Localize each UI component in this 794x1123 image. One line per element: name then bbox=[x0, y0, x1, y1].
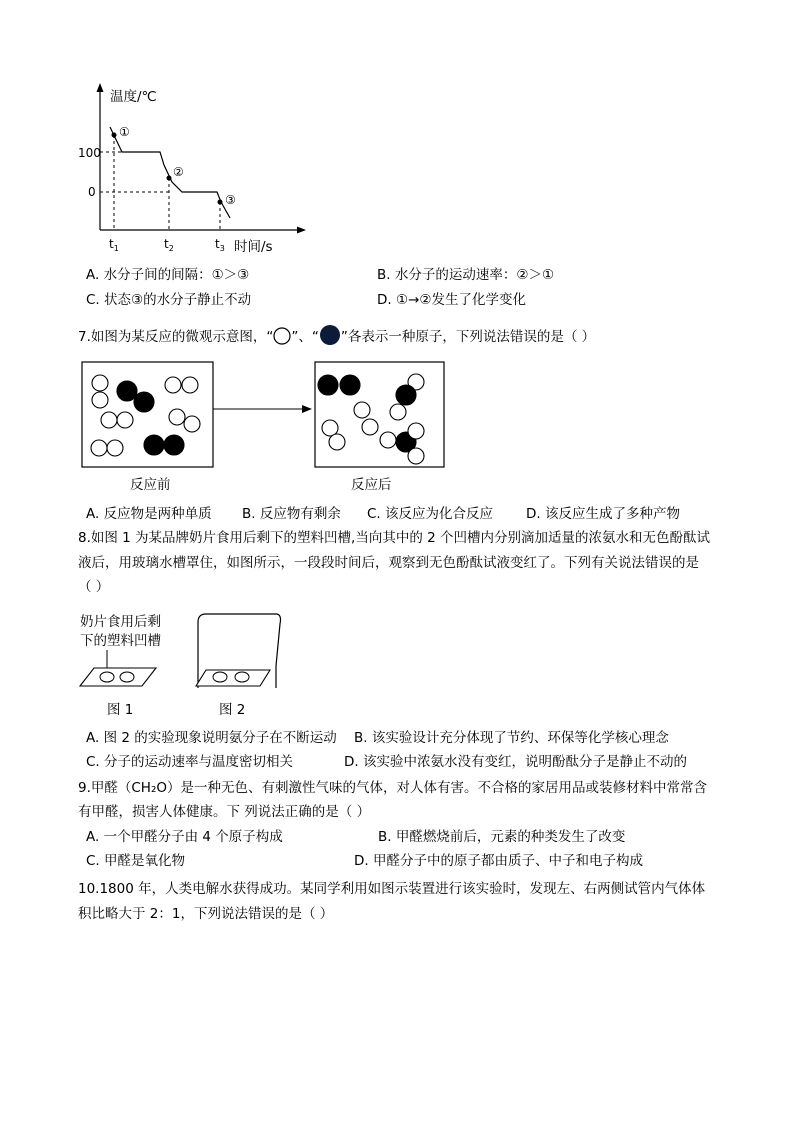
y-tick-100: 100 bbox=[78, 146, 101, 160]
q10-stem-line1: 10.1800 年，人类电解水获得成功。某同学利用如图示装置进行该实验时，发现左、右两侧试管内气体体 bbox=[78, 881, 706, 897]
reaction-arrow-head bbox=[302, 405, 312, 413]
black-atom-icon bbox=[319, 325, 341, 345]
q8-option-c: C. 分子的运动速率与温度密切相关 bbox=[86, 754, 294, 770]
fig1-caption-line1: 奶片食用后剩 bbox=[80, 614, 161, 630]
after-label: 反应后 bbox=[351, 477, 392, 493]
q6-option-d: D. ①→②发生了化学变化 bbox=[377, 292, 526, 308]
q7-stem-pre: 7.如图为某反应的微观示意图，“ bbox=[78, 329, 274, 345]
q9-option-d: D. 甲醛分子中的原子都由质子、中子和电子构成 bbox=[354, 853, 643, 869]
temperature-time-graph bbox=[70, 80, 330, 265]
point-1-label: ① bbox=[119, 125, 130, 139]
q6-option-a: A. 水分子间的间隔：①＞③ bbox=[86, 267, 250, 283]
q10-stem-line2: 积比略大于 2：1，下列说法错误的是（ ） bbox=[78, 906, 334, 922]
q7-option-a: A. 反应物是两种单质 bbox=[86, 506, 212, 522]
q8-option-d: D. 该实验中浓氨水没有变红，说明酚酞分子是静止不动的 bbox=[344, 754, 687, 770]
q7-option-c: C. 该反应为化合反应 bbox=[367, 506, 494, 522]
q8-stem-line3: （ ） bbox=[78, 579, 110, 595]
x-tick-t1: $t_1$ bbox=[109, 237, 119, 253]
q9-option-b: B. 甲醛燃烧前后，元素的种类发生了改变 bbox=[378, 829, 626, 845]
figure-1-plastic-tray bbox=[80, 648, 170, 693]
q7-stem-post: ”各表示一种原子，下列说法错误的是（ ） bbox=[340, 329, 596, 345]
q7-option-d: D. 该反应生成了多种产物 bbox=[526, 506, 680, 522]
q9-option-a: A. 一个甲醛分子由 4 个原子构成 bbox=[86, 829, 283, 845]
figure-2-glass-trough bbox=[190, 612, 290, 694]
point-1 bbox=[112, 133, 117, 138]
x-axis-arrow bbox=[297, 227, 306, 234]
q8-stem-line2: 液后，用玻璃水槽罩住，如图所示，一段段时间后，观察到无色酚酞试液变红了。下列有关说法错误的是 bbox=[78, 555, 699, 571]
temperature-curve bbox=[110, 127, 230, 218]
point-2 bbox=[167, 176, 172, 181]
reaction-diagram bbox=[80, 360, 450, 472]
fig1-caption-line2: 下的塑料凹槽 bbox=[80, 633, 161, 649]
point-3-label: ③ bbox=[225, 193, 236, 207]
q9-stem-line1: 9.甲醛（CH₂O）是一种无色、有刺激性气味的气体，对人体有害。不合格的家居用品或装修材料中常常含 bbox=[78, 780, 707, 796]
q8-option-a: A. 图 2 的实验现象说明氨分子在不断运动 bbox=[86, 730, 337, 746]
q7-stem-mid: ”、“ bbox=[291, 329, 319, 345]
q8-stem-line1: 8.如图 1 为某品牌奶片食用后剩下的塑料凹槽,当向其中的 2 个凹槽内分别滴加适量的浓氨水和无色酚酞试 bbox=[78, 530, 711, 546]
x-axis-label: 时间/s bbox=[234, 239, 273, 255]
y-axis-label: 温度/℃ bbox=[110, 89, 157, 105]
white-atom-icon bbox=[273, 327, 291, 345]
point-2-label: ② bbox=[173, 165, 184, 179]
q6-option-c: C. 状态③的水分子静止不动 bbox=[86, 292, 252, 308]
x-tick-t3: $t_3$ bbox=[215, 237, 225, 253]
y-axis-arrow bbox=[97, 83, 104, 92]
q6-option-b: B. 水分子的运动速率：②＞① bbox=[377, 267, 555, 283]
before-label: 反应前 bbox=[130, 477, 171, 493]
q9-option-c: C. 甲醛是氧化物 bbox=[86, 853, 186, 869]
q7-option-b: B. 反应物有剩余 bbox=[242, 506, 341, 522]
x-tick-t2: $t_2$ bbox=[164, 237, 174, 253]
q9-stem-line2: 有甲醛，损害人体健康。下 列说法正确的是（ ） bbox=[78, 804, 371, 820]
fig1-label: 图 1 bbox=[107, 702, 134, 718]
y-tick-0: 0 bbox=[88, 185, 96, 199]
q7-stem bbox=[78, 325, 595, 346]
point-3 bbox=[218, 200, 223, 205]
fig2-label: 图 2 bbox=[219, 702, 246, 718]
q8-option-b: B. 该实验设计充分体现了节约、环保等化学核心理念 bbox=[354, 730, 669, 746]
